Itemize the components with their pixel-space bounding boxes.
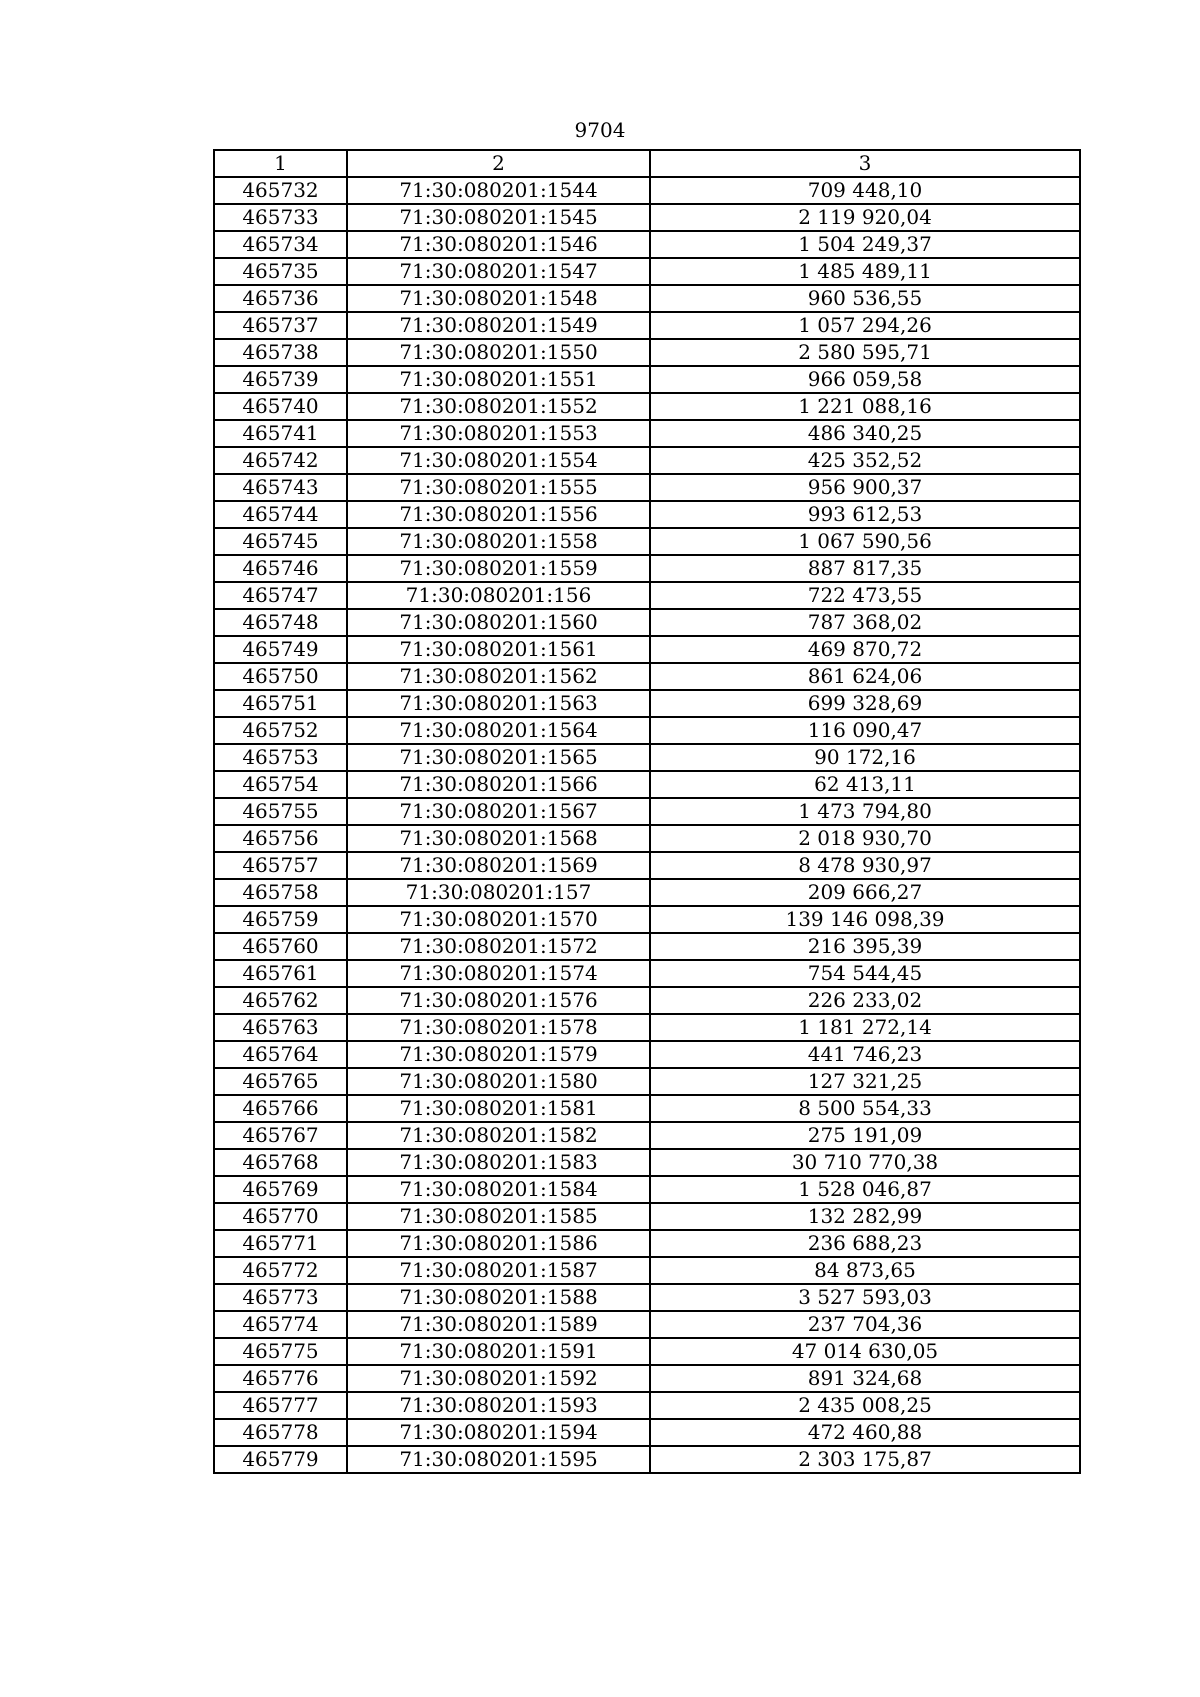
table-row <box>214 258 1080 285</box>
row-number-cell: 465762 <box>214 987 347 1014</box>
table-row <box>214 717 1080 744</box>
table-row <box>214 1149 1080 1176</box>
cadastral-number-cell: 71:30:080201:1579 <box>347 1041 650 1068</box>
cadastral-number-cell: 71:30:080201:1566 <box>347 771 650 798</box>
table-row <box>214 1203 1080 1230</box>
value-cell: 8 500 554,33 <box>650 1095 1080 1122</box>
value-cell: 2 435 008,25 <box>650 1392 1080 1419</box>
value-cell: 472 460,88 <box>650 1419 1080 1446</box>
value-cell: 236 688,23 <box>650 1230 1080 1257</box>
value-cell: 84 873,65 <box>650 1257 1080 1284</box>
row-number-cell: 465776 <box>214 1365 347 1392</box>
cadastral-number-cell: 71:30:080201:1592 <box>347 1365 650 1392</box>
table-row <box>214 1365 1080 1392</box>
row-number-cell: 465737 <box>214 312 347 339</box>
value-cell: 47 014 630,05 <box>650 1338 1080 1365</box>
row-number-cell: 465742 <box>214 447 347 474</box>
cadastral-number-cell: 71:30:080201:1591 <box>347 1338 650 1365</box>
cadastral-number-cell: 71:30:080201:1562 <box>347 663 650 690</box>
cadastral-number-cell: 71:30:080201:1588 <box>347 1284 650 1311</box>
value-cell: 993 612,53 <box>650 501 1080 528</box>
cadastral-number-cell: 71:30:080201:1580 <box>347 1068 650 1095</box>
cadastral-number-cell: 71:30:080201:1586 <box>347 1230 650 1257</box>
row-number-cell: 465749 <box>214 636 347 663</box>
value-cell: 3 527 593,03 <box>650 1284 1080 1311</box>
table-header-row <box>214 150 1080 177</box>
table-row <box>214 960 1080 987</box>
cadastral-number-cell: 71:30:080201:1549 <box>347 312 650 339</box>
value-cell: 90 172,16 <box>650 744 1080 771</box>
row-number-cell: 465779 <box>214 1446 347 1473</box>
value-cell: 30 710 770,38 <box>650 1149 1080 1176</box>
row-number-cell: 465743 <box>214 474 347 501</box>
cadastral-number-cell: 71:30:080201:1563 <box>347 690 650 717</box>
row-number-cell: 465773 <box>214 1284 347 1311</box>
cadastral-number-cell: 71:30:080201:1564 <box>347 717 650 744</box>
table-row <box>214 1230 1080 1257</box>
table-row <box>214 204 1080 231</box>
cadastral-number-cell: 71:30:080201:1550 <box>347 339 650 366</box>
cadastral-number-cell: 71:30:080201:1558 <box>347 528 650 555</box>
value-cell: 237 704,36 <box>650 1311 1080 1338</box>
row-number-cell: 465777 <box>214 1392 347 1419</box>
row-number-cell: 465765 <box>214 1068 347 1095</box>
table-row <box>214 501 1080 528</box>
cadastral-number-cell: 71:30:080201:1593 <box>347 1392 650 1419</box>
value-cell: 1 504 249,37 <box>650 231 1080 258</box>
table-row <box>214 1068 1080 1095</box>
table-row <box>214 582 1080 609</box>
value-cell: 127 321,25 <box>650 1068 1080 1095</box>
value-cell: 441 746,23 <box>650 1041 1080 1068</box>
cadastral-number-cell: 71:30:080201:1585 <box>347 1203 650 1230</box>
cadastral-number-cell: 71:30:080201:1589 <box>347 1311 650 1338</box>
value-cell: 709 448,10 <box>650 177 1080 204</box>
cadastral-number-cell: 71:30:080201:1567 <box>347 798 650 825</box>
table-row <box>214 393 1080 420</box>
row-number-cell: 465761 <box>214 960 347 987</box>
cadastral-number-cell: 71:30:080201:1583 <box>347 1149 650 1176</box>
value-cell: 1 528 046,87 <box>650 1176 1080 1203</box>
cadastral-number-cell: 71:30:080201:1568 <box>347 825 650 852</box>
cadastral-number-cell: 71:30:080201:1553 <box>347 420 650 447</box>
value-cell: 966 059,58 <box>650 366 1080 393</box>
row-number-cell: 465734 <box>214 231 347 258</box>
table-row <box>214 339 1080 366</box>
value-cell: 722 473,55 <box>650 582 1080 609</box>
table-row <box>214 1014 1080 1041</box>
row-number-cell: 465771 <box>214 1230 347 1257</box>
row-number-cell: 465755 <box>214 798 347 825</box>
table-row <box>214 285 1080 312</box>
table-row <box>214 906 1080 933</box>
header-cell-1: 1 <box>214 150 347 177</box>
row-number-cell: 465775 <box>214 1338 347 1365</box>
row-number-cell: 465747 <box>214 582 347 609</box>
row-number-cell: 465751 <box>214 690 347 717</box>
table-row <box>214 1338 1080 1365</box>
value-cell: 2 580 595,71 <box>650 339 1080 366</box>
row-number-cell: 465756 <box>214 825 347 852</box>
value-cell: 1 181 272,14 <box>650 1014 1080 1041</box>
cadastral-number-cell: 71:30:080201:1551 <box>347 366 650 393</box>
value-cell: 699 328,69 <box>650 690 1080 717</box>
table-row <box>214 852 1080 879</box>
row-number-cell: 465778 <box>214 1419 347 1446</box>
cadastral-number-cell: 71:30:080201:1581 <box>347 1095 650 1122</box>
row-number-cell: 465744 <box>214 501 347 528</box>
table-row <box>214 555 1080 582</box>
row-number-cell: 465738 <box>214 339 347 366</box>
value-cell: 139 146 098,39 <box>650 906 1080 933</box>
row-number-cell: 465764 <box>214 1041 347 1068</box>
value-cell: 1 067 590,56 <box>650 528 1080 555</box>
cadastral-number-cell: 71:30:080201:1578 <box>347 1014 650 1041</box>
cadastral-number-cell: 71:30:080201:1565 <box>347 744 650 771</box>
cadastral-number-cell: 71:30:080201:1554 <box>347 447 650 474</box>
table-row <box>214 636 1080 663</box>
cadastral-number-cell: 71:30:080201:1569 <box>347 852 650 879</box>
table-row <box>214 879 1080 906</box>
row-number-cell: 465739 <box>214 366 347 393</box>
cadastral-number-cell: 71:30:080201:1561 <box>347 636 650 663</box>
value-cell: 2 018 930,70 <box>650 825 1080 852</box>
table-row <box>214 690 1080 717</box>
cadastral-number-cell: 71:30:080201:1587 <box>347 1257 650 1284</box>
table-body <box>214 150 1080 1473</box>
table-row <box>214 447 1080 474</box>
cadastral-number-cell: 71:30:080201:1544 <box>347 177 650 204</box>
table-row <box>214 825 1080 852</box>
value-cell: 787 368,02 <box>650 609 1080 636</box>
row-number-cell: 465759 <box>214 906 347 933</box>
row-number-cell: 465741 <box>214 420 347 447</box>
value-cell: 2 303 175,87 <box>650 1446 1080 1473</box>
value-cell: 116 090,47 <box>650 717 1080 744</box>
value-cell: 486 340,25 <box>650 420 1080 447</box>
row-number-cell: 465750 <box>214 663 347 690</box>
table-row <box>214 663 1080 690</box>
row-number-cell: 465748 <box>214 609 347 636</box>
row-number-cell: 465754 <box>214 771 347 798</box>
cadastral-number-cell: 71:30:080201:1574 <box>347 960 650 987</box>
table-row <box>214 312 1080 339</box>
row-number-cell: 465753 <box>214 744 347 771</box>
value-cell: 1 473 794,80 <box>650 798 1080 825</box>
table-row <box>214 1311 1080 1338</box>
value-cell: 275 191,09 <box>650 1122 1080 1149</box>
value-cell: 2 119 920,04 <box>650 204 1080 231</box>
cadastral-number-cell: 71:30:080201:1555 <box>347 474 650 501</box>
value-cell: 960 536,55 <box>650 285 1080 312</box>
value-cell: 216 395,39 <box>650 933 1080 960</box>
row-number-cell: 465769 <box>214 1176 347 1203</box>
value-cell: 861 624,06 <box>650 663 1080 690</box>
row-number-cell: 465768 <box>214 1149 347 1176</box>
row-number-cell: 465745 <box>214 528 347 555</box>
table-row <box>214 1284 1080 1311</box>
row-number-cell: 465770 <box>214 1203 347 1230</box>
value-cell: 226 233,02 <box>650 987 1080 1014</box>
page-number: 9704 <box>574 118 626 142</box>
table-row <box>214 1122 1080 1149</box>
table-row <box>214 609 1080 636</box>
value-cell: 1 485 489,11 <box>650 258 1080 285</box>
row-number-cell: 465774 <box>214 1311 347 1338</box>
cadastral-number-cell: 71:30:080201:1576 <box>347 987 650 1014</box>
value-cell: 469 870,72 <box>650 636 1080 663</box>
value-cell: 425 352,52 <box>650 447 1080 474</box>
row-number-cell: 465733 <box>214 204 347 231</box>
table-row <box>214 771 1080 798</box>
value-cell: 8 478 930,97 <box>650 852 1080 879</box>
cadastral-number-cell: 71:30:080201:1556 <box>347 501 650 528</box>
row-number-cell: 465746 <box>214 555 347 582</box>
row-number-cell: 465763 <box>214 1014 347 1041</box>
cadastral-number-cell: 71:30:080201:1560 <box>347 609 650 636</box>
table-row <box>214 1392 1080 1419</box>
table-row <box>214 1176 1080 1203</box>
cadastral-number-cell: 71:30:080201:1552 <box>347 393 650 420</box>
value-cell: 209 666,27 <box>650 879 1080 906</box>
value-cell: 887 817,35 <box>650 555 1080 582</box>
table-row <box>214 231 1080 258</box>
cadastral-number-cell: 71:30:080201:156 <box>347 582 650 609</box>
value-cell: 132 282,99 <box>650 1203 1080 1230</box>
cadastral-number-cell: 71:30:080201:1559 <box>347 555 650 582</box>
value-cell: 891 324,68 <box>650 1365 1080 1392</box>
value-cell: 1 057 294,26 <box>650 312 1080 339</box>
cadastral-number-cell: 71:30:080201:1595 <box>347 1446 650 1473</box>
table-row <box>214 1257 1080 1284</box>
cadastral-number-cell: 71:30:080201:1570 <box>347 906 650 933</box>
registry-table <box>213 149 1081 1474</box>
row-number-cell: 465760 <box>214 933 347 960</box>
table-row <box>214 1446 1080 1473</box>
row-number-cell: 465736 <box>214 285 347 312</box>
cadastral-number-cell: 71:30:080201:1582 <box>347 1122 650 1149</box>
table-row <box>214 933 1080 960</box>
cadastral-number-cell: 71:30:080201:157 <box>347 879 650 906</box>
row-number-cell: 465766 <box>214 1095 347 1122</box>
row-number-cell: 465757 <box>214 852 347 879</box>
row-number-cell: 465752 <box>214 717 347 744</box>
table-row <box>214 366 1080 393</box>
table-row <box>214 798 1080 825</box>
cadastral-number-cell: 71:30:080201:1546 <box>347 231 650 258</box>
table-row <box>214 744 1080 771</box>
value-cell: 62 413,11 <box>650 771 1080 798</box>
cadastral-number-cell: 71:30:080201:1545 <box>347 204 650 231</box>
cadastral-number-cell: 71:30:080201:1547 <box>347 258 650 285</box>
row-number-cell: 465772 <box>214 1257 347 1284</box>
table-row <box>214 987 1080 1014</box>
row-number-cell: 465758 <box>214 879 347 906</box>
table-row <box>214 1095 1080 1122</box>
cadastral-number-cell: 71:30:080201:1584 <box>347 1176 650 1203</box>
row-number-cell: 465767 <box>214 1122 347 1149</box>
table-row <box>214 420 1080 447</box>
row-number-cell: 465732 <box>214 177 347 204</box>
cadastral-number-cell: 71:30:080201:1548 <box>347 285 650 312</box>
table-row <box>214 1041 1080 1068</box>
table-row <box>214 528 1080 555</box>
cadastral-number-cell: 71:30:080201:1572 <box>347 933 650 960</box>
table-row <box>214 474 1080 501</box>
value-cell: 956 900,37 <box>650 474 1080 501</box>
table-row <box>214 177 1080 204</box>
row-number-cell: 465740 <box>214 393 347 420</box>
header-cell-2: 2 <box>347 150 650 177</box>
table-row <box>214 1419 1080 1446</box>
value-cell: 1 221 088,16 <box>650 393 1080 420</box>
header-cell-3: 3 <box>650 150 1080 177</box>
cadastral-number-cell: 71:30:080201:1594 <box>347 1419 650 1446</box>
value-cell: 754 544,45 <box>650 960 1080 987</box>
row-number-cell: 465735 <box>214 258 347 285</box>
